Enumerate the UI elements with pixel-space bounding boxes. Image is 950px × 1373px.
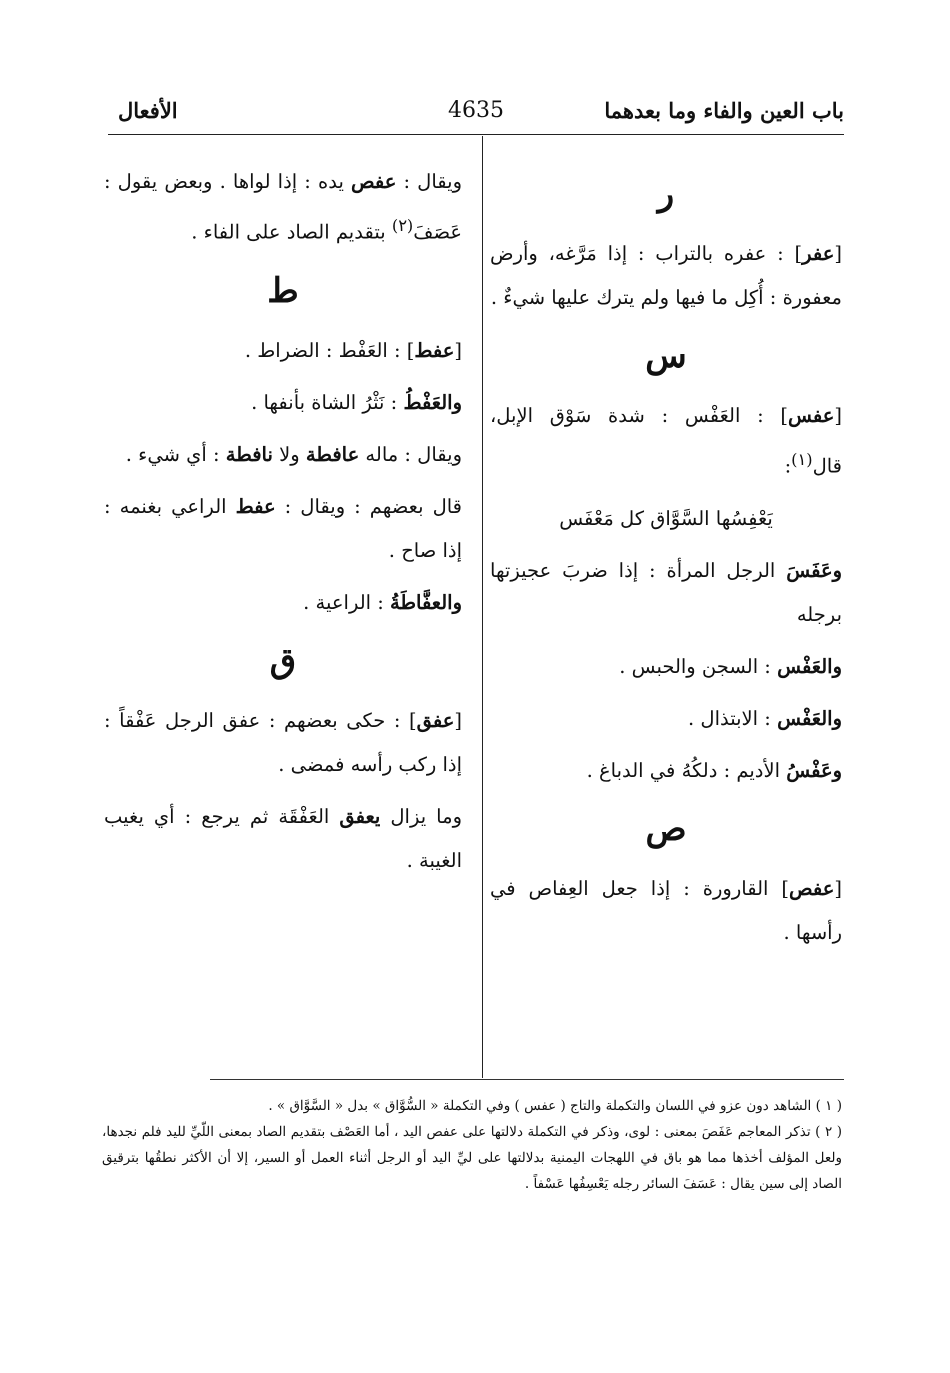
letter-heading-sad: ص <box>645 808 687 849</box>
entry-text: وعَفْسُ الأديم : دلكُهُ في الدباغ . <box>586 758 842 782</box>
section-title: الأفعال <box>118 98 178 123</box>
page-number: 4635 <box>448 98 504 123</box>
entry-afat: [عفط] : العَفْط : الضراط . <box>244 338 462 362</box>
entry-afaq: [عفق] : حكى بعضهم : عفق الرجل عَفْقاً : إذا ركب رأسه فمضى . <box>104 708 462 776</box>
footnote-ref: (١) <box>791 450 813 469</box>
entry-afar: [عفر] : عفره بالتراب : إذا مَرَّغه، وأرض معفورة : أُكِل ما فيها ولم يترك عليها شيءٌ . <box>490 242 842 309</box>
entry-text: ويقال : عفص يده : إذا لواها . وبعض يقول : عَصَفَ$^{(٢)}$ بتقديم الصاد على الفاء . <box>104 170 462 244</box>
headword: عافطة <box>305 442 360 466</box>
entry-text: قال بعضهم : ويقال : عفط الراعي بغنمه : إذا صاح . <box>104 494 462 562</box>
entry-afas-sad: [عفص] القارورة : إذا جعل العِفاص في رأسها . <box>490 876 842 944</box>
headword: نافطة <box>225 442 273 466</box>
headword: والعفَّاطَةُ <box>390 590 462 614</box>
column-divider <box>482 136 483 1078</box>
headword: والعَفْطُ <box>403 390 462 414</box>
entry-afas: [عفس] : العَفْس : شدة سَوْق الإبل، قال$^{(١)}$: <box>490 404 842 478</box>
headword: عفق <box>416 708 455 732</box>
letter-heading-sin: س <box>645 336 687 376</box>
headword: والعَفْس <box>777 654 842 678</box>
entry-text: ويقال : ماله عافطة ولا نافطة : أي شيء . <box>125 442 462 466</box>
headword: عفط <box>414 338 455 362</box>
chapter-title: باب العين والفاء وما بعدهما <box>604 98 844 123</box>
headword: يعفق <box>339 804 381 828</box>
headword: والعَفْس <box>777 706 842 730</box>
headword: عفر <box>802 242 835 265</box>
headword: عفط <box>235 494 276 518</box>
entry-text: والعَفْس : السجن والحبس . <box>619 654 842 678</box>
poetry-verse: يَعْفِسُها السَّوَّاق كل مَعْفَس <box>559 506 773 530</box>
left-column <box>104 160 462 891</box>
footnote-ref: (٢) <box>391 216 414 235</box>
letter-heading-ta: ط <box>267 270 299 311</box>
entry-text: وما يزال يعفق العَفْقَة ثم يرجع : أي يغيب الغيبة . <box>104 804 462 872</box>
footnote-1: ( ١ ) الشاهد دون عزو في اللسان والتكملة والتاج ( عفس ) وفي التكملة « السُّوَّاق » بدل « السَّوَّاق » . <box>268 1098 842 1114</box>
entry-text: والعفَّاطَةُ : الراعية . <box>303 590 462 614</box>
headword: وعَفَسَ <box>786 558 842 582</box>
entry-text: والعَفْطُ : نَثْرُ الشاة بأنفها . <box>251 390 462 414</box>
headword: عفس <box>788 404 835 427</box>
headword: عفص <box>350 170 397 193</box>
headword: وعَفْسُ <box>786 758 842 782</box>
footnote-rule <box>210 1079 844 1080</box>
page-header <box>108 98 844 134</box>
entry-text: والعَفْس : الابتذال . <box>688 706 842 730</box>
headword: عفص <box>789 876 835 900</box>
letter-heading-qaf: ق <box>269 640 297 681</box>
footnote-2: ( ٢ ) تذكر المعاجم عَفَصَ بمعنى : لوى، وذكر في التكملة دلالتها على عفص اليد ، أما العَصْف بتقديم الصاد بمعنى اللّيِّ لليد فلم نجدها، ولعل المؤلف أخذها مما هو باق في اللهجات اليمنية بدلالتها على ليِّ اليد أو الرجل أثناء العمل أو السير، إلا أن الأكثر نطقُها بترقيق الصاد إلى سين يقال : عَسَفَ السائر رجله يَعْسِفُها عَسْفاً . <box>102 1124 843 1192</box>
header-rule <box>108 134 844 135</box>
right-column <box>490 160 842 963</box>
letter-heading-ra: ر <box>657 174 675 214</box>
footnotes <box>102 1093 842 1197</box>
entry-text: وعَفَسَ الرجل المرأة : إذا ضربَ عجيزتها برجله <box>490 558 842 626</box>
